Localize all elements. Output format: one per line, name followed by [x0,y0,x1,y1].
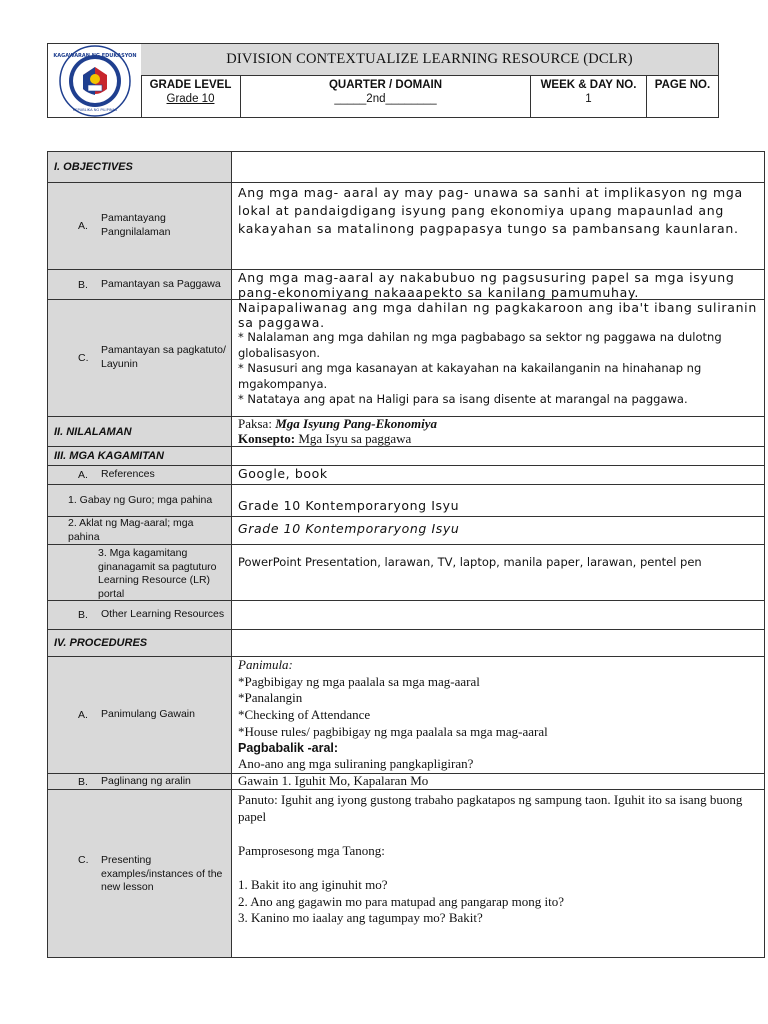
objective-a-row [48,183,764,270]
aklat-mag-aaral-row [48,517,764,545]
other-resources-label-cell [48,601,232,629]
objective-c-item-1: * Nalalaman ang mga dahilan ng mga pagbabago sa sektor ng paggawa na dulotng globalisasyon. [238,330,722,360]
references-label: References [101,468,155,481]
paglinang-label: Paglinang ng aralin [101,774,191,787]
references-content: Google, book [238,466,328,481]
other-resources-content [232,601,764,629]
grade-level-label: GRADE LEVEL [149,79,232,91]
objective-c-label: Pamantayan sa pagkatuto/ Layunin [101,344,226,370]
paglinang-content: Gawain 1. Iguhit Mo, Kapalaran Mo [238,773,429,788]
objective-a-label-cell [48,183,232,269]
page-no-label: PAGE NO. [654,79,711,91]
paksa-label: Paksa: [238,416,276,431]
objective-c-intro: Naipapaliwanag ang mga dahilan ng pagkakaroon ang iba't ibang suliranin sa paggawa. [238,300,757,330]
paksa-value: Mga Isyung Pang-Ekonomiya [275,416,438,431]
presenting-examples-content [232,790,764,957]
objectives-heading-row [48,152,764,183]
panuto-text: Panuto: Iguhit ang iyong gustong trabaho pagkatapos ng sampung taon. Iguhit ito sa isang buong papel [238,792,743,824]
panimulang-gawain-row [48,657,764,774]
objective-c-letter: C. [78,352,89,364]
objective-b-content: Ang mga mag-aaral ay nakabubuo ng pagsusuring papel sa mga isyung pang-ekonomiyang nakaaapekto sa kanilang pamumuhay. [238,270,735,300]
objective-b-row [48,270,764,300]
other-resources-letter: B. [78,609,88,621]
references-letter: A. [78,469,88,481]
procedures-heading-content [232,630,764,656]
gabay-guro-row [48,485,764,517]
panimula-line-4: *House rules/ pagbibigay ng mga paalala sa mga mag-aaral [238,723,548,739]
other-resources-row [48,601,764,630]
kagamitan-heading-content [232,447,764,465]
pamprosesong-tanong-heading: Pamprosesong mga Tanong: [238,842,385,858]
presenting-examples-label-cell [48,790,232,957]
objective-a-letter: A. [78,220,88,232]
week-day-cell [531,75,647,117]
quarter-value: _____2nd________ [334,93,437,105]
objective-c-label-cell [48,300,232,416]
aklat-mag-aaral-content: Grade 10 Kontemporaryong Isyu [238,521,460,536]
document-title: DIVISION CONTEXTUALIZE LEARNING RESOURCE (DCLR) [141,44,718,76]
lr-portal-content: PowerPoint Presentation, larawan, TV, laptop, manila paper, larawan, pentel pen [238,555,702,569]
presenting-examples-letter: C. [78,854,89,866]
logo-text: KAGAWARAN NG EDUKASYON [52,52,137,59]
other-resources-label: Other Learning Resources [101,608,225,621]
objectives-heading-content [232,152,764,182]
presenting-examples-row [48,790,764,957]
aklat-mag-aaral-label: 2. Aklat ng Mag-aaral; mga pahina [48,517,232,544]
panimulang-gawain-label-cell [48,657,232,773]
nilalaman-row [48,417,764,447]
konsepto-value: Mga Isyu sa paggawa [295,430,412,446]
panimulang-gawain-letter: A. [78,709,88,721]
objective-b-letter: B. [78,278,88,291]
procedures-heading: IV. PROCEDURES [48,630,232,656]
objective-c-content [232,300,764,416]
references-row [48,466,764,485]
gabay-guro-content: Grade 10 Kontemporaryong Isyu [238,498,460,513]
objective-c-item-2: * Nasusuri ang mga kasanayan at kakayahan na kakailanganin na hinahanap ng mgakompanya. [238,361,702,391]
panimula-line-2: *Panalangin [238,690,303,706]
objective-b-label: Pamantayan sa Paggawa [101,277,221,290]
panimulang-gawain-label: Panimulang Gawain [101,708,195,721]
header-table [47,43,719,118]
question-3: 3. Kanino mo iaalay ang tagumpay mo? Bakit? [238,910,483,926]
grade-level-cell [141,75,241,117]
logo-bottom-text: REPUBLIKA NG PILIPINAS [72,107,117,112]
objective-a-content: Ang mga mag- aaral ay may pag- unawa sa sanhi at implikasyon ng mga lokal at pandaigdigang isyung pang ekonomiya upang mapaunlad ang kakayahan sa matalinong pagpapasya tungo sa pambansang kaunlaran. [238,185,743,237]
nilalaman-content [232,417,764,446]
panimula-heading: Panimula: [238,657,293,672]
week-day-value: 1 [585,93,592,105]
paglinang-letter: B. [78,775,88,788]
presenting-examples-label: Presenting examples/instances of the new lesson [101,854,223,894]
balik-aral-heading: Pagbabalik -aral: [238,741,339,756]
references-label-cell [48,466,232,484]
quarter-cell [241,75,531,117]
paglinang-row [48,774,764,790]
objective-a-label: Pamantayang Pangnilalaman [101,212,171,238]
objective-c-item-3: * Natataya ang apat na Haligi para sa isang disente at marangal na paggawa. [238,392,688,407]
paglinang-label-cell [48,774,232,789]
gabay-guro-label: 1. Gabay ng Guro; mga pahina [48,485,232,516]
panimula-line-1: *Pagbibigay ng mga paalala sa mga mag-aaral [238,673,480,689]
panimulang-gawain-content [232,657,764,773]
balik-aral-line: Ano-ano ang mga suliraning pangkapligiran? [238,756,474,772]
lesson-plan-table [47,151,765,958]
kagamitan-heading: III. MGA KAGAMITAN [48,447,232,465]
procedures-heading-row [48,630,764,657]
lr-portal-row [48,545,764,601]
objectives-heading: I. OBJECTIVES [48,152,232,182]
logo-cell [48,44,142,117]
kagamitan-heading-row [48,447,764,466]
lr-portal-label: 3. Mga kagamitang ginanagamit sa pagtuturo Learning Resource (LR) portal [48,545,232,600]
konsepto-label: Konsepto: [238,430,296,446]
objective-c-row [48,300,764,417]
deped-seal-icon [52,45,137,117]
page-no-cell [647,75,718,117]
objective-b-label-cell [48,270,232,299]
nilalaman-heading: II. NILALAMAN [48,417,232,446]
question-2: 2. Ano ang gagawin mo para matupad ang pangarap mong ito? [238,893,564,909]
quarter-label: QUARTER / DOMAIN [328,79,443,91]
panimula-line-3: *Checking of Attendance [238,706,371,722]
week-day-label: WEEK & DAY NO. [540,79,637,91]
question-1: 1. Bakit ito ang iginuhit mo? [238,876,388,892]
grade-level-value: Grade 10 [166,93,215,105]
